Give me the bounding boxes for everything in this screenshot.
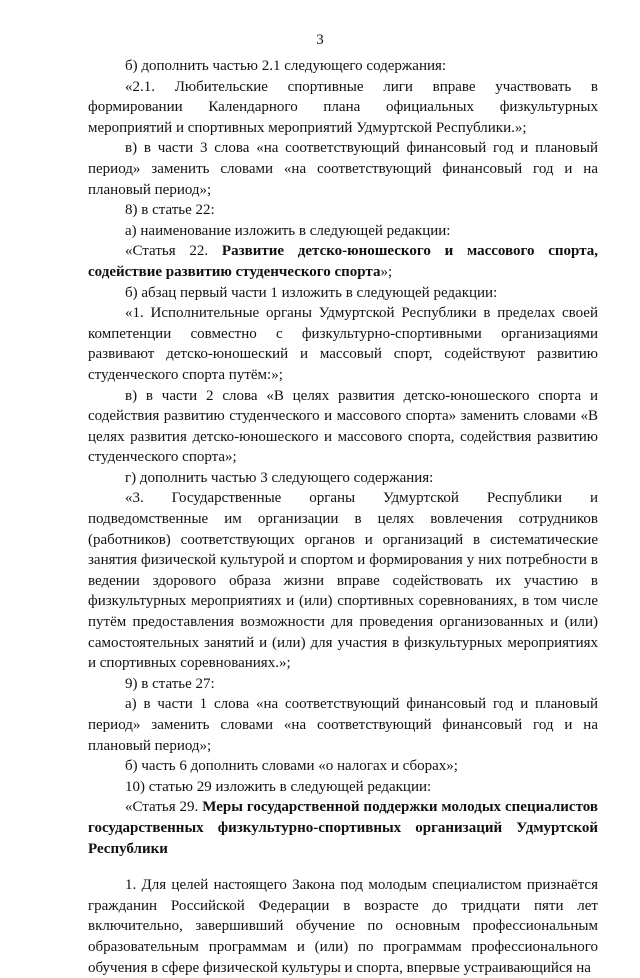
document-body	[88, 56, 598, 978]
text-run: «1. Исполнительные органы Удмуртской Республики в пределах своей компетенции совместно с физкультурно-спортивными организациями развивают детско-юношеский и массовый спорт, содействуют развитию студенческого спорта путём:»;	[88, 305, 598, 383]
paragraph-p16	[88, 797, 598, 859]
text-run: 8) в статье 22:	[125, 202, 215, 219]
paragraph-p17	[88, 875, 598, 978]
paragraph-p13	[88, 694, 598, 756]
paragraph-p14	[88, 756, 598, 777]
page-number: 3	[316, 32, 324, 48]
text-run: в) в части 3 слова «на соответствующий финансовый год и плановый период» заменить словами «на соответствующий финансовый год и на плановый период»;	[88, 140, 598, 198]
paragraph-p4	[88, 200, 598, 221]
paragraph-p2	[88, 77, 598, 139]
paragraph-p8	[88, 303, 598, 385]
text-run: а) в части 1 слова «на соответствующий финансовый год и плановый период» заменить словами «на соответствующий финансовый год и на плановый период»;	[88, 696, 598, 754]
paragraph-p10	[88, 468, 598, 489]
text-run: «Статья 29.	[125, 799, 203, 816]
bold-text: Развитие детско-юношеского и массового спорта, содействие развитию студенческого спорта	[88, 243, 598, 280]
text-run: б) часть 6 дополнить словами «о налогах и сборах»;	[125, 758, 458, 775]
paragraph-p7	[88, 283, 598, 304]
text-run: »;	[380, 263, 393, 280]
section-gap	[88, 859, 598, 875]
bold-text: Меры государственной поддержки молодых специалистов государственных физкультурно-спортивных организаций Удмуртской Республики	[88, 799, 598, 857]
paragraph-p6	[88, 241, 598, 282]
text-run: «3. Государственные органы Удмуртской Республики и подведомственные им организации в целях вовлечения сотрудников (работников) соответствующих органов и организаций в систематические занятия физической культурой и спортом и формирования у них потребности в ведении здорового образа жизни вправе содействовать их участию в физкультурных мероприятиях и (или) спортивных соревнованиях, в том числе путём предоставления возможности для проведения организованных и (или) самостоятельных занятий и (или) для участия в физкультурных мероприятиях и спортивных соревнованиях.»;	[88, 490, 598, 672]
text-run: «Статья 22.	[125, 243, 222, 260]
paragraph-p12	[88, 674, 598, 695]
paragraph-p5	[88, 221, 598, 242]
text-run: б) дополнить частью 2.1 следующего содержания:	[125, 58, 447, 74]
text-run: «2.1. Любительские спортивные лиги вправе участвовать в формировании Календарного плана официальных физкультурных мероприятий и спортивных мероприятий Удмуртской Республики.»;	[88, 78, 598, 136]
text-run: 1. Для целей настоящего Закона под молодым специалистом признаётся гражданин Российской Федерации в возрасте до тридцати пяти лет включительно, завершивший обучение по основным профессиональным образовательным программам и (или) по программам профессионального обучения в сфере физической культуры и спорта, впервые устраивающийся на	[88, 877, 598, 976]
paragraph-p15	[88, 777, 598, 798]
text-run: б) абзац первый части 1 изложить в следующей редакции:	[125, 284, 498, 301]
text-run: в) в части 2 слова «В целях развития детско-юношеского спорта и содействия развитию студенческого и массового спорта» заменить словами «В целях развития детско-юношеского и массового спорта, содействия развитию студенческого спорта»;	[88, 387, 598, 466]
paragraph-p9	[88, 386, 598, 468]
paragraph-p1	[88, 56, 598, 77]
text-run: г) дополнить частью 3 следующего содержания:	[125, 469, 434, 486]
paragraph-p3	[88, 138, 598, 200]
text-run: 9) в статье 27:	[125, 675, 215, 692]
text-run: 10) статью 29 изложить в следующей редакции:	[125, 778, 432, 795]
text-run: а) наименование изложить в следующей редакции:	[125, 222, 451, 239]
paragraph-p11	[88, 488, 598, 673]
